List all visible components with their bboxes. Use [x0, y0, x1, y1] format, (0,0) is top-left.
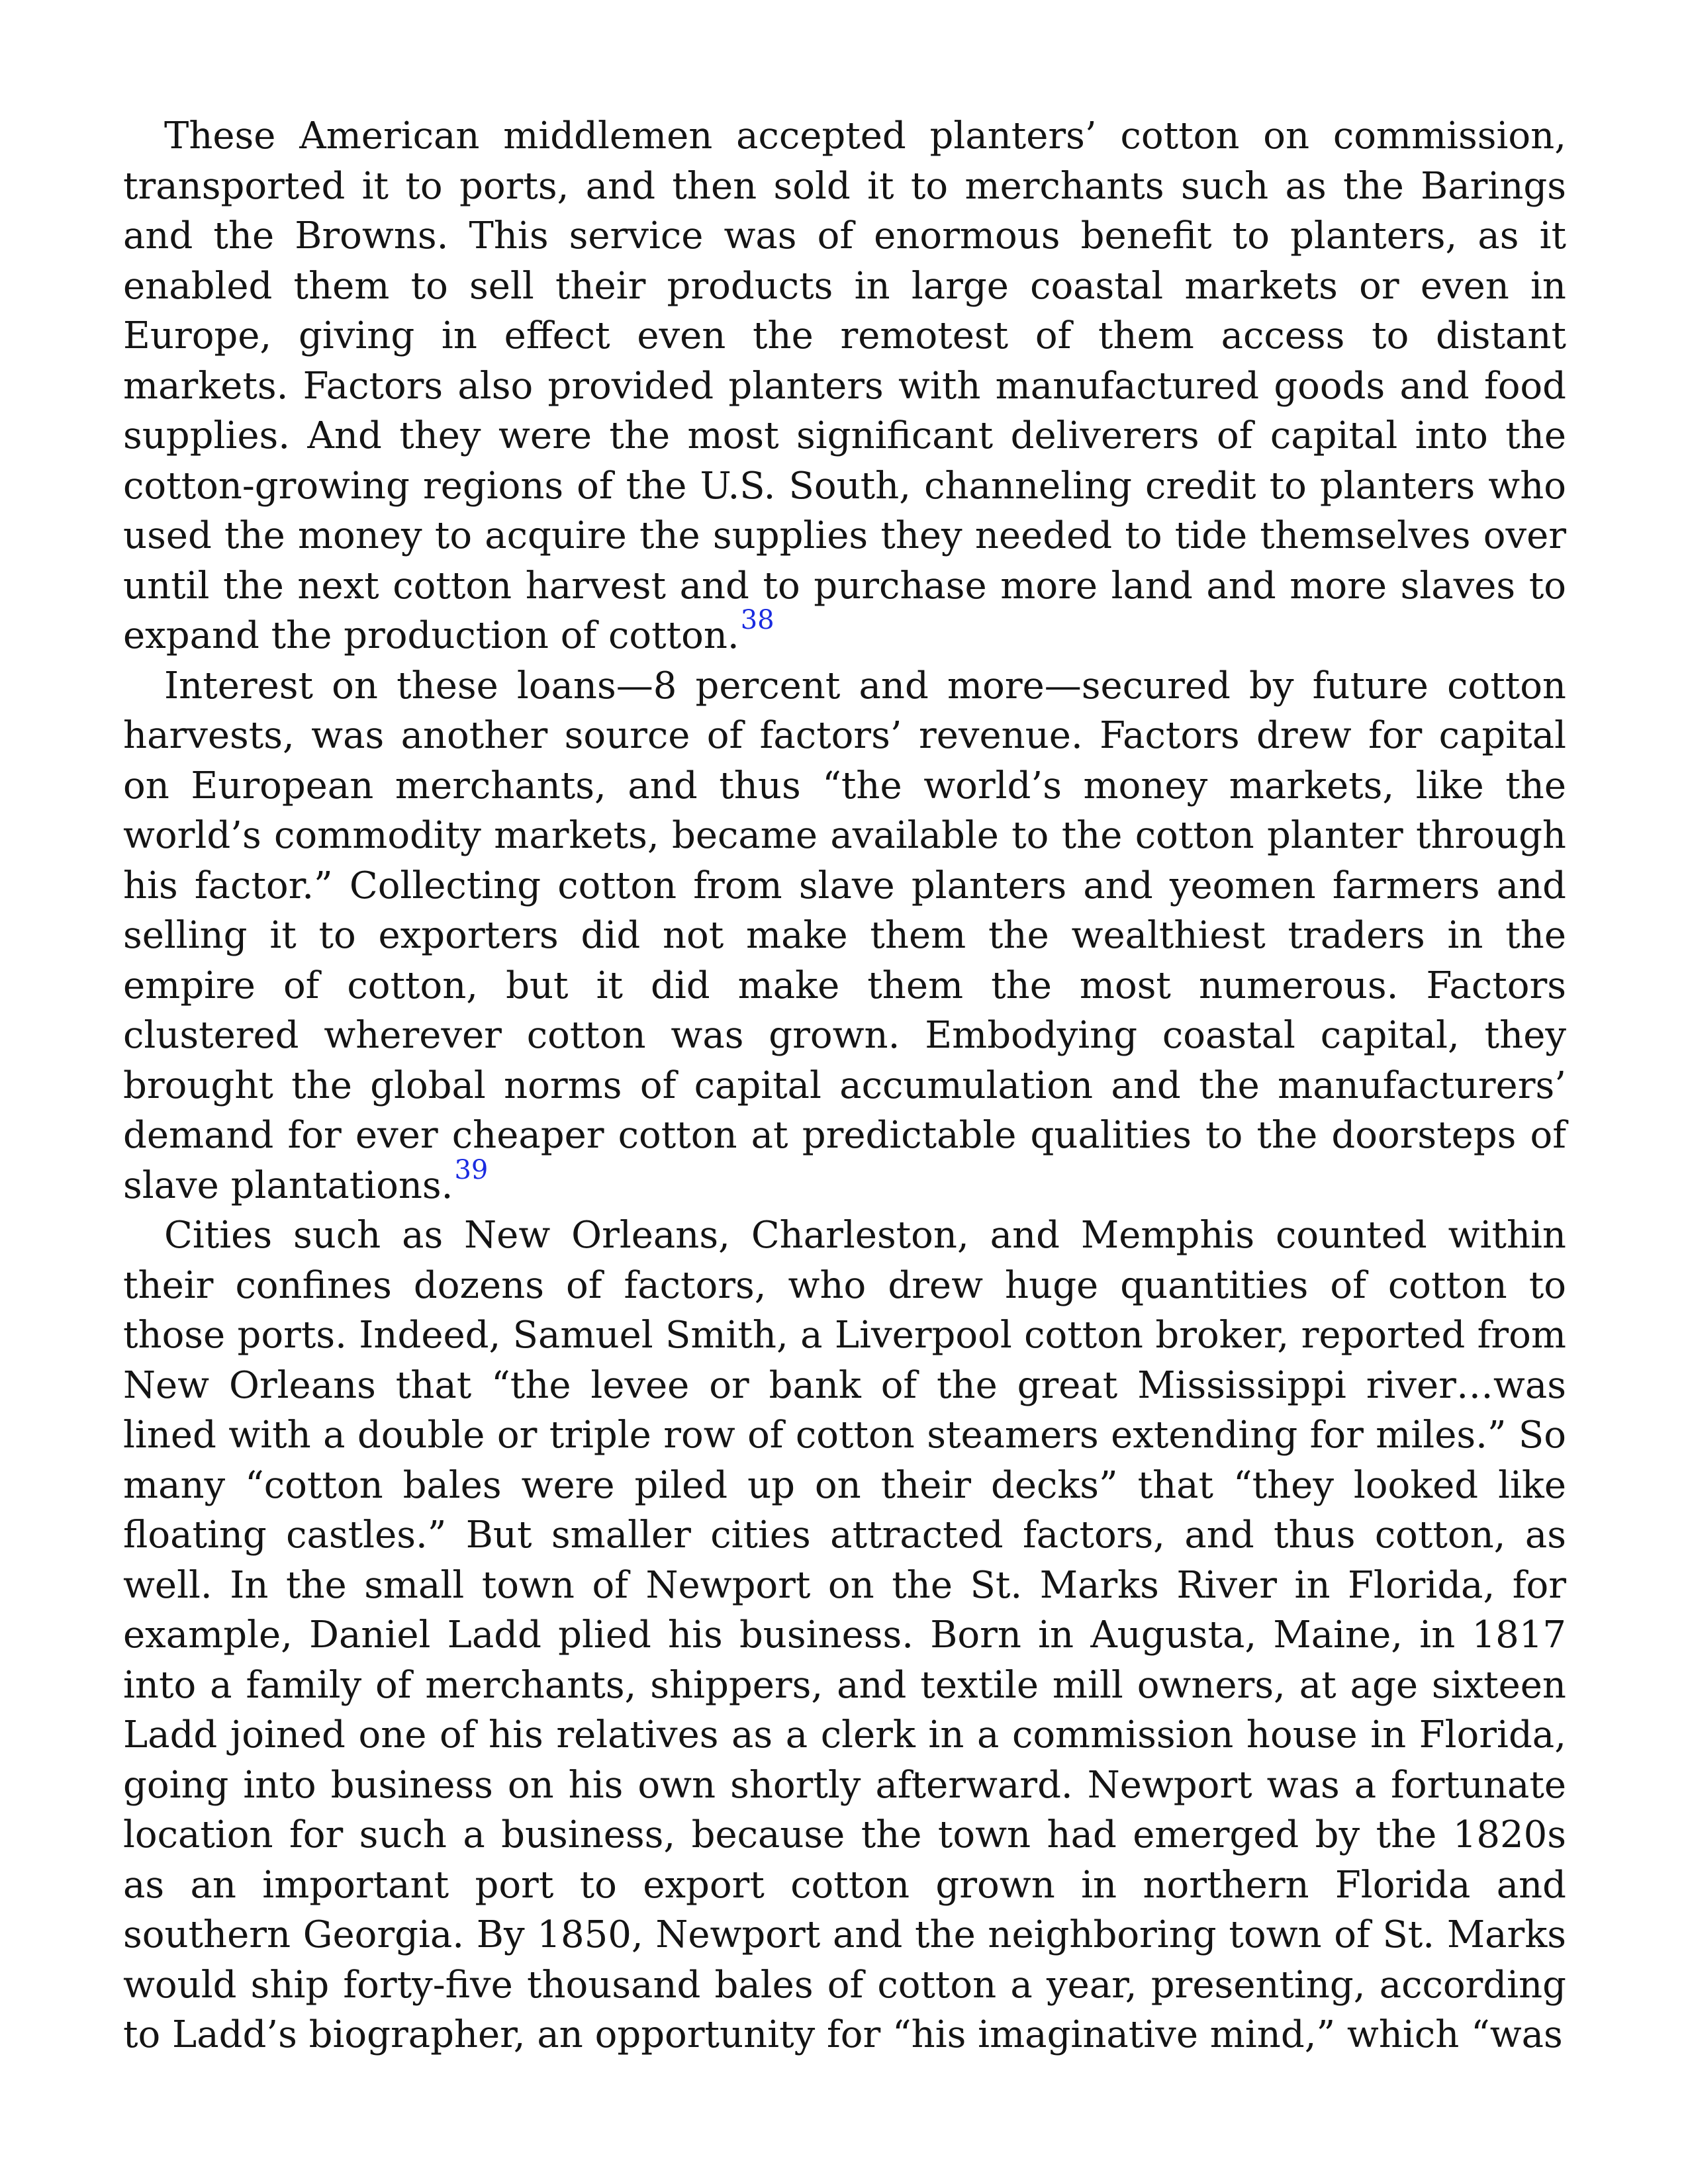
paragraph — [123, 661, 1566, 1211]
paragraph-text: Interest on these loans—8 percent and more—secured by future cotton harvests, was another source of factors’ revenue. Factors drew for capital on European merchants, and thus “the world’s money markets, like the world’s commodity markets, became available to the cotton planter through his factor.” Collecting cotton from slave planters and yeomen farmers and selling it to exporters did not make them the wealthiest traders in the empire of cotton, but it did make them the most numerous. Factors clustered wherever cotton was grown. Embodying coastal capital, they brought the global norms of capital accumulation and the manufacturers’ demand for ever cheaper cotton at predictable qualities to the doorsteps of slave plantations. — [123, 664, 1566, 1207]
paragraph-text: These American middlemen accepted planters’ cotton on commission, transported it to ports, and then sold it to merchants such as the Barings and the Browns. This service was of enormous benefit to planters, as it enabled them to sell their products in large coastal markets or even in Europe, giving in effect even the remotest of them access to distant markets. Factors also provided planters with manufactured goods and food supplies. And they were the most significant deliverers of capital into the cotton-growing regions of the U.S. South, channeling credit to planters who used the money to acquire the supplies they needed to tide themselves over until the next cotton harvest and to purchase more land and more slaves to expand the production of cotton. — [123, 114, 1566, 657]
page-body — [123, 111, 1566, 2060]
footnote-link[interactable]: 39 — [454, 1154, 489, 1185]
paragraph-text: Cities such as New Orleans, Charleston, and Memphis counted within their confines dozens of factors, who drew huge quantities of cotton to those ports. Indeed, Samuel Smith, a Liverpool cotton broker, reported from New Orleans that “the levee or bank of the great Mississippi river…was lined with a double or triple row of cotton steamers extending for miles.” So many “cotton bales were piled up on their decks” that “they looked like floating castles.” But smaller cities attracted factors, and thus cotton, as well. In the small town of Newport on the St. Marks River in Florida, for example, Daniel Ladd plied his business. Born in Augusta, Maine, in 1817 into a family of merchants, shippers, and textile mill owners, at age sixteen Ladd joined one of his relatives as a clerk in a commission house in Florida, going into business on his own shortly afterward. Newport was a fortunate location for such a business, because the town had emerged by the 1820s as an important port to export cotton grown in northern Florida and southern Georgia. By 1850, Newport and the neighboring town of St. Marks would ship forty-five thousand bales of cotton a year, presenting, according to Ladd’s biographer, an opportunity for “his imaginative mind,” which “was — [123, 1214, 1566, 2056]
footnote-link[interactable]: 38 — [740, 605, 774, 635]
paragraph — [123, 111, 1566, 661]
paragraph — [123, 1210, 1566, 2060]
